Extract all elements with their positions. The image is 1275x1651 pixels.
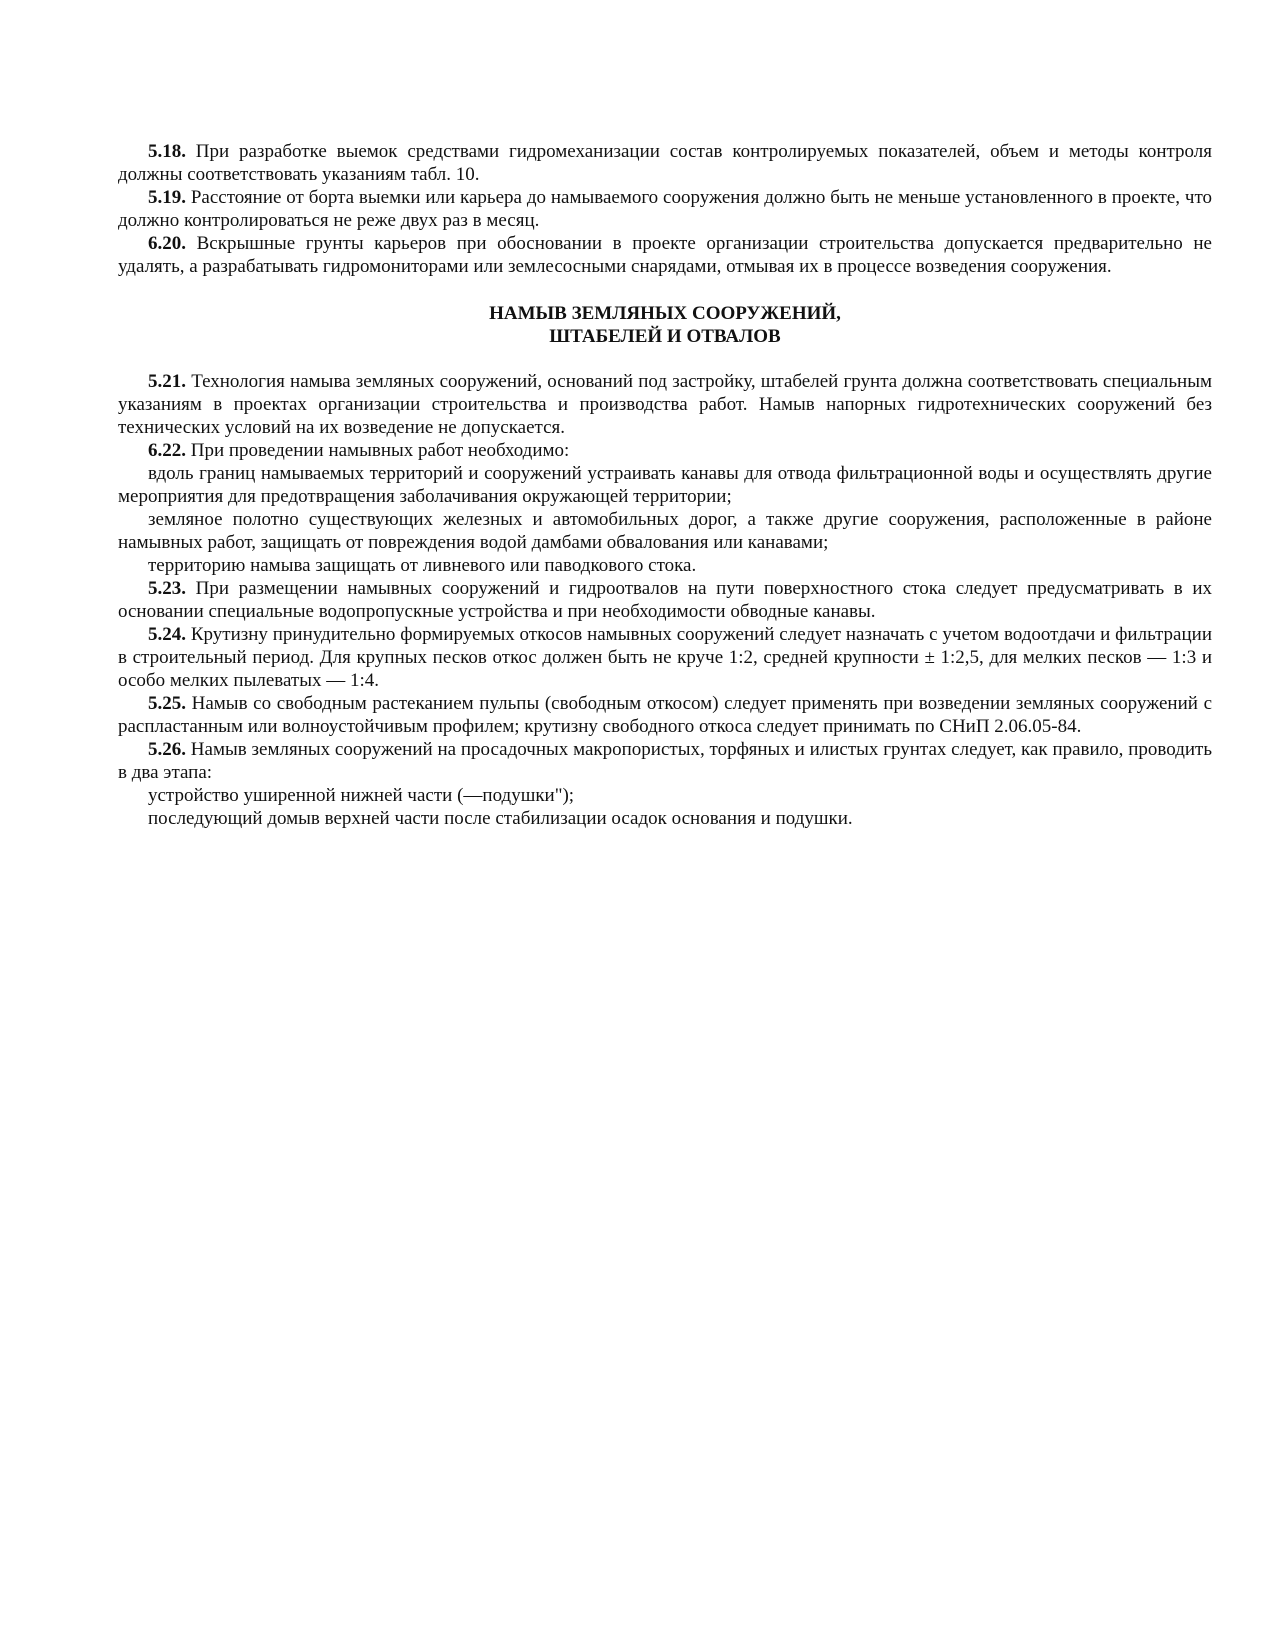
clause-number: 5.26. [148,739,186,760]
list-item [118,508,1212,554]
clause-number: 5.21. [148,371,186,392]
clause-text: Технология намыва земляных сооружений, оснований под застройку, штабелей грунта должна соответствовать специальным указаниям в проектах организации строительства и производства работ. Намыв напорных гидротехнических сооружений без технических условий на их возведение не допускается. [118,371,1212,438]
document-page [118,140,1212,830]
heading-line-2: ШТАБЕЛЕЙ И ОТВАЛОВ [549,326,781,347]
clause-text: При проведении намывных работ необходимо: [186,440,570,461]
list-item-text: вдоль границ намываемых территорий и сооружений устраивать канавы для отвода фильтрационной воды и осуществлять другие мероприятия для предотвращения заболачивания окружающей территории; [118,463,1212,507]
section-bottom [118,370,1212,830]
list-item-text: устройство уширенной нижней части (—подушки"); [148,785,575,806]
clause-number: 5.24. [148,624,186,645]
paragraph-5-18 [118,140,1212,186]
clause-number: 5.23. [148,578,186,599]
paragraph-5-21 [118,370,1212,439]
clause-number: 5.25. [148,693,186,714]
paragraph-6-22 [118,439,1212,462]
clause-text: Расстояние от борта выемки или карьера до намываемого сооружения должно быть не меньше установленного в проекте, что должно контролироваться не реже двух раз в месяц. [118,187,1212,231]
paragraph-5-25 [118,692,1212,738]
list-item [118,784,1212,807]
clause-text: Намыв земляных сооружений на просадочных макропористых, торфяных и илистых грунтах следует, как правило, проводить в два этапа: [118,739,1212,783]
list-item [118,554,1212,577]
list-item-text: территорию намыва защищать от ливневого или паводкового стока. [148,555,697,576]
paragraph-5-26 [118,738,1212,784]
list-item [118,807,1212,830]
clause-number: 5.19. [148,187,186,208]
paragraph-5-24 [118,623,1212,692]
paragraph-5-19 [118,186,1212,232]
list-item-text: последующий домыв верхней части после стабилизации осадок основания и подушки. [148,808,853,829]
clause-text: Вскрышные грунты карьеров при обосновании в проекте организации строительства допускается предварительно не удалять, а разрабатывать гидромониторами или землесосными снарядами, отмывая их в процессе возведения сооружения. [118,233,1212,277]
paragraph-6-20 [118,232,1212,278]
clause-text: Крутизну принудительно формируемых откосов намывных сооружений следует назначать с учетом водоотдачи и фильтрации в строительный период. Для крупных песков откос должен быть не круче 1:2, средней крупности ± 1:2,5, для мелких песков — 1:3 и особо мелких пылеватых — 1:4. [118,624,1212,691]
clause-number: 6.22. [148,440,186,461]
clause-text: Намыв со свободным растеканием пульпы (свободным откосом) следует применять при возведении земляных сооружений с распластанным или волноустойчивым профилем; крутизну свободного откоса следует принимать по СНиП 2.06.05-84. [118,693,1212,737]
clause-number: 5.18. [148,141,186,162]
clause-number: 6.20. [148,233,186,254]
section-heading [118,302,1212,348]
heading-line-1: НАМЫВ ЗЕМЛЯНЫХ СООРУЖЕНИЙ, [489,303,841,324]
list-item-text: земляное полотно существующих железных и автомобильных дорог, а также другие сооружения, расположенные в районе намывных работ, защищать от повреждения водой дамбами обвалования или канавами; [118,509,1212,553]
section-top [118,140,1212,278]
paragraph-5-23 [118,577,1212,623]
clause-text: При разработке выемок средствами гидромеханизации состав контролируемых показателей, объем и методы контроля должны соответствовать указаниям табл. 10. [118,141,1212,185]
clause-text: При размещении намывных сооружений и гидроотвалов на пути поверхностного стока следует предусматривать в их основании специальные водопропускные устройства и при необходимости обводные канавы. [118,578,1212,622]
list-item [118,462,1212,508]
